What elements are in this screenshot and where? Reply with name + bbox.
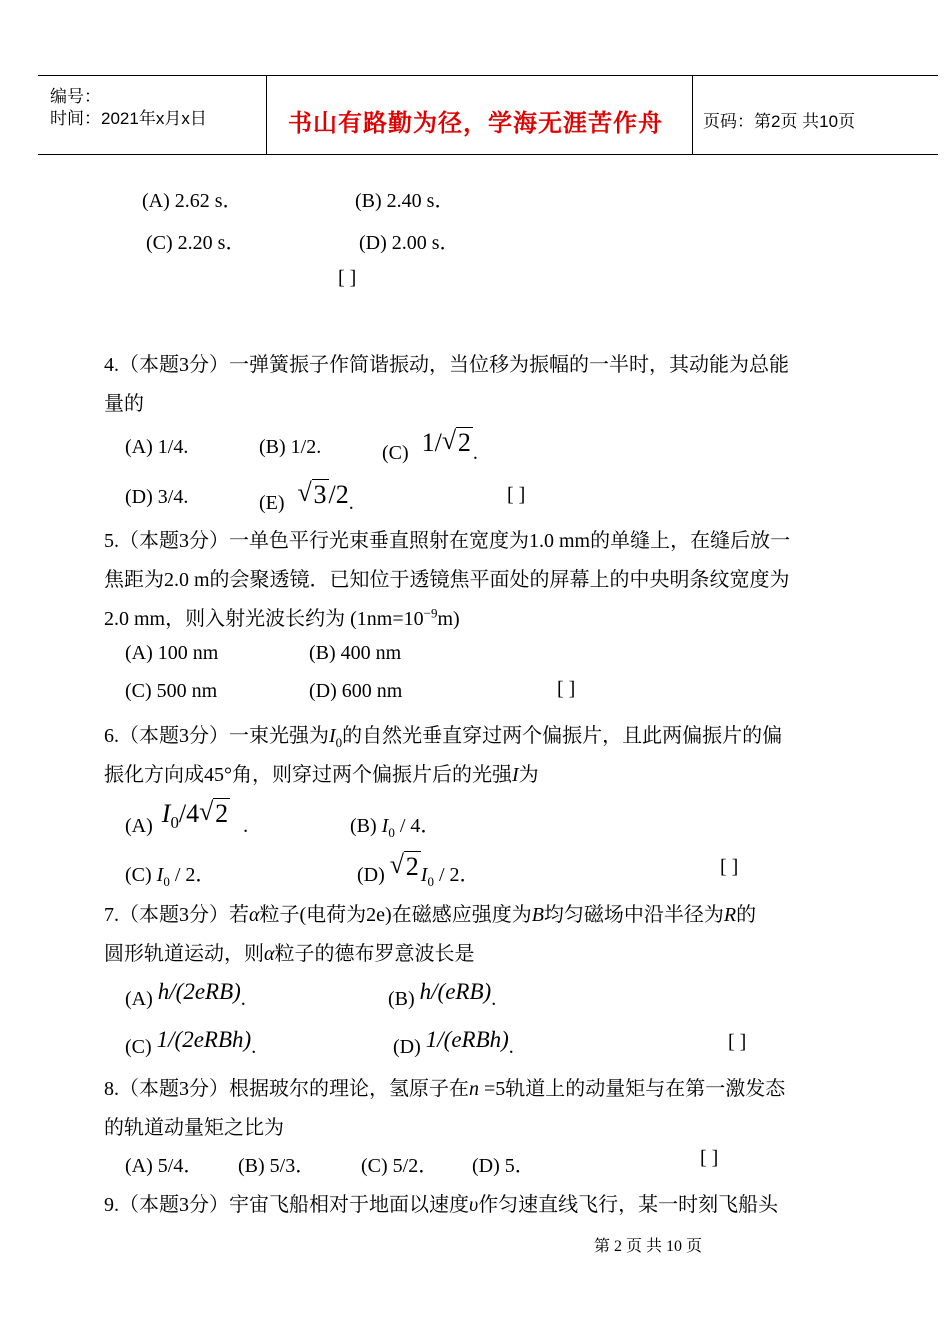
q5-option-d: (D) 600 nm [309,680,403,702]
q6-a-math-sym: I [161,799,171,828]
header-bottom-rule [38,154,938,155]
q4-option-e-math [298,480,349,509]
q3-option-b: (B) 2.40 s． [355,190,455,212]
q6-a-dot: . [243,815,249,837]
q9-line1-post: 作匀速直线飞行，某一时刻飞船头 [478,1194,779,1216]
q7-d-dot: . [508,1036,514,1058]
q5-line3-post: m) [437,608,460,630]
q7-option-c-label: (C) [125,1036,152,1058]
q4-stem-line1: 4.（本题3分）一弹簧振子作简谐振动，当位移为振幅的一半时，其动能为总能 [104,354,789,376]
header-divider-left [266,76,267,154]
header-top-rule [38,75,938,76]
q6-d-post: / 2． [433,864,480,886]
q8-option-a: (A) 5/4． [125,1155,204,1177]
q5-option-a: (A) 100 nm [125,642,219,664]
q6-line1-sym: I [329,725,336,747]
q7-option-a-label: (A) [125,988,153,1010]
q6-c-sub: 0 [163,874,170,889]
q6-option-a [125,799,249,843]
q7-b-math: h/(eRB) [419,979,492,1004]
q6-option-a-math [161,799,230,833]
q6-option-d-label: (D) [357,864,385,886]
q4-e-dot: . [348,492,354,514]
q5-option-b: (B) 400 nm [309,642,402,664]
q8-option-c: (C) 5/2． [361,1155,439,1177]
q6-c-sym: I [156,864,164,886]
q7-stem-line2 [104,937,475,966]
q7-option-d [393,1027,514,1059]
sqrt-symbol [390,852,421,882]
q6-b-sym: I [381,815,389,837]
q6-b-sub: 0 [388,825,395,840]
q6-d-sym: I [420,864,428,886]
q3-answer-bracket: [ ] [338,267,357,289]
q3-option-c: (C) 2.20 s． [146,232,246,254]
q6-stem-line2 [104,758,539,787]
q4-c-dot: . [472,442,478,464]
q6-line2-post: 为 [518,764,539,786]
q7-line1-R: R [723,904,737,926]
q6-a-math-mid: /4 [178,799,200,828]
q3-option-a: (A) 2.62 s． [142,190,243,212]
q7-option-a [125,979,246,1011]
q6-d-math-rad: 2 [405,852,419,881]
sqrt-symbol [199,799,230,829]
q4-e-math-post: /2 [328,480,349,509]
q7-line1-pre: 7.（本题3分）若 [104,904,249,926]
q8-option-b: (B) 5/3． [238,1155,316,1177]
q7-option-c [125,1027,257,1059]
q6-line1-pre: 6.（本题3分）一束光强为 [104,725,329,747]
q9-stem-line1 [104,1188,778,1217]
q8-line1-pre: 8.（本题3分）根据玻尔的理论，氢原子在 [104,1078,469,1100]
q6-option-d [357,852,480,890]
q5-stem-line3 [104,602,460,631]
q7-line1-end: 的 [736,904,757,926]
q3-option-d: (D) 2.00 s． [359,232,460,254]
q7-line2-post: 粒子的德布罗意波长是 [274,943,475,965]
sqrt-symbol [298,480,329,510]
time-label: 时间：2021年x月x日 [50,109,207,128]
q4-e-math-rad: 3 [313,480,327,509]
q7-answer-bracket: [ ] [728,1031,747,1053]
q6-stem-line1 [104,719,782,751]
q6-option-d-math [390,852,421,881]
q6-option-a-label: (A) [125,815,153,837]
q4-c-math-rad: 2 [457,428,471,457]
q7-a-dot: . [240,988,246,1010]
q7-line1-B: B [531,904,544,926]
q7-a-math: h/(2eRB) [157,979,241,1004]
q7-line1-post: 粒子(电荷为2e)在磁感应强度为 [259,904,532,926]
serial-label: 编号： [50,87,101,106]
q6-line1-sub: 0 [335,735,343,750]
q6-answer-bracket: [ ] [720,856,739,878]
q4-option-d: (D) 3/4. [125,486,189,508]
q6-b-post: / 4． [394,815,441,837]
q4-option-c-label: (C) [382,442,409,464]
q7-d-math: 1/(eRBh) [425,1027,509,1052]
q4-stem-line2: 量的 [104,393,144,415]
q4-answer-bracket: [ ] [507,484,526,506]
q7-option-d-label: (D) [393,1036,421,1058]
q8-stem-line1 [104,1072,785,1101]
q5-stem-line2: 焦距为2.0 m的会聚透镜．已知位于透镜焦平面处的屏幕上的中央明条纹宽度为 [104,569,790,591]
page-footer: 第 2 页 共 10 页 [594,1238,703,1255]
q9-line1-v: υ [469,1194,479,1216]
q6-option-c-label: (C) [125,864,152,886]
q5-line3-sup: −9 [423,605,438,621]
q7-b-dot: . [491,988,497,1010]
alpha-symbol: α [264,943,275,965]
q7-line1-mid: 均匀磁场中沿半径为 [543,904,724,926]
q4-option-e [259,480,354,516]
sqrt-symbol [442,428,473,458]
q7-option-b-label: (B) [388,988,415,1010]
q8-option-d: (D) 5． [472,1155,535,1177]
q7-stem-line1 [104,898,756,927]
q4-option-a: (A) 1/4. [125,436,189,458]
q8-line1-n: n [469,1078,479,1100]
q5-line3-pre: 2.0 mm，则入射光波长约为 (1nm=10 [104,608,424,630]
q7-line2-pre: 圆形轨道运动，则 [104,943,264,965]
q5-option-c: (C) 500 nm [125,680,218,702]
q7-option-b [388,979,497,1011]
q6-line2-sym: I [512,764,519,786]
header-divider-right [692,76,693,154]
q5-stem-line1: 5.（本题3分）一单色平行光束垂直照射在宽度为1.0 mm的单缝上，在缝后放一 [104,530,791,552]
q6-option-b-label: (B) [350,815,377,837]
q6-a-math-sub: 0 [170,813,179,833]
q4-option-e-label: (E) [259,492,285,514]
q6-c-post: / 2． [169,864,216,886]
page-info: 页码：第2页 共10页 [703,112,856,131]
q6-option-c [125,858,215,890]
alpha-symbol: α [249,904,260,926]
q6-line2-pre: 振化方向成45°角，则穿过两个偏振片后的光强 [104,764,512,786]
q4-option-b: (B) 1/2. [259,436,322,458]
q5-answer-bracket: [ ] [557,678,576,700]
q4-option-c [382,428,478,466]
q4-option-c-math [422,428,473,457]
q8-line1-post: =5轨道上的动量矩与在第一激发态 [479,1078,786,1100]
q6-option-b [350,809,440,841]
q7-c-math: 1/(2eRBh) [156,1027,252,1052]
q4-c-math-pre: 1/ [421,428,442,457]
header-motto: 书山有路勤为径，学海无涯苦作舟 [288,110,663,137]
q6-a-math-rad: 2 [215,799,229,828]
q7-c-dot: . [251,1036,257,1058]
q6-line1-post: 的自然光垂直穿过两个偏振片，且此两偏振片的偏 [342,725,783,747]
q8-answer-bracket: [ ] [700,1147,719,1169]
q8-stem-line2: 的轨道动量矩之比为 [104,1117,284,1139]
q6-d-sub: 0 [427,874,434,889]
q9-line1-pre: 9.（本题3分）宇宙飞船相对于地面以速度 [104,1194,469,1216]
